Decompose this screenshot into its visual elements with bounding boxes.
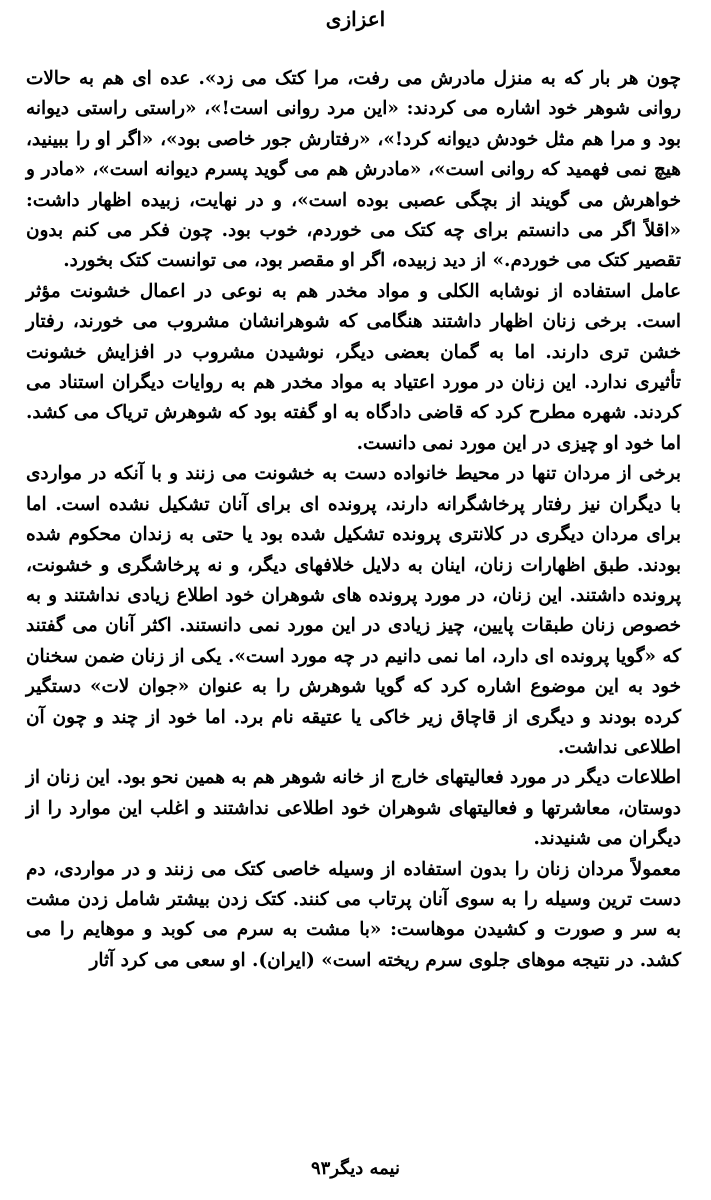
running-header-title: اعزازی [325, 7, 386, 31]
paragraph: معمولاً مردان زنان را بدون استفاده از وسیله خاصی کتک می زنند و در مواردی، دم دست ترین وسیله را به سوی آنان پرتاب می کنند. کتک زدن بیشتر شامل زدن مشت به سر و صورت و کشیدن موهاست: «با مشت به سرم می کوبد و موهایم را می کشد. در نتیجه موهای جلوی سرم ریخته است» (ایران). او سعی می کرد آثار [26, 858, 681, 971]
paragraph: چون هر بار که به منزل مادرش می رفت، مرا کتک می زد». عده ای هم به حالات روانی شوهر خود اشاره می کردند: «این مرد روانی است!»، «راستی راستی دیوانه بود و مرا هم مثل خودش دیوانه کرد!»، «رفتارش جور خاصی بود»، «اگر او را ببینید، هیچ نمی فهمید که روانی است»، «مادرش هم می گوید پسرم دیوانه است»، «مادر و خواهرش می گویند از بچگی عصبی بوده است»، و در نهایت، زبیده اظهار داشت: «اقلاً اگر می دانستم برای چه کتک می خوردم، خوب بود. چون فکر می کنم بدون تقصیر کتک می خوردم.» از دید زبیده، اگر او مقصر بود، می توانست کتک بخورد. [26, 68, 681, 272]
body-text [26, 64, 681, 976]
paragraph: عامل استفاده از نوشابه الکلی و مواد مخدر هم به نوعی در اعمال خشونت مؤثر است. برخی زنان اظهار داشتند هنگامی که شوهرانشان مشروب می خورند، رفتار خشن تری دارند. اما به گمان بعضی دیگر، نوشیدن مشروب در افزایش خشونت تأثیری ندارد. این زنان در مورد اعتیاد به مواد مخدر هم به روایات دیگران استناد می کردند. شهره مطرح کرد که قاضی دادگاه به او گفته بود که شوهرش تریاک می کشد. اما خود او چیزی در این مورد نمی دانست. [26, 280, 681, 454]
paragraph: برخی از مردان تنها در محیط خانواده دست به خشونت می زنند و با آنکه در مواردی با دیگران نیز رفتار پرخاشگرانه دارند، پرونده ای برای آنان تشکیل نشده است. اما برای مردان دیگری در کلانتری پرونده تشکیل شده بود یا حتی به زندان محکوم شده بودند. طبق اظهارات زنان، اینان به دلایل خلافهای دیگر، و نه پرخاشگری و خشونت، پرونده داشتند. این زنان، در مورد پرونده های شوهران خود اطلاع زیادی نداشتند و به خصوص زنان طبقات پایین، چیز زیادی در این مورد نمی دانستند. اکثر آنان می گفتند که «گویا پرونده ای دارد، اما نمی دانیم در چه مورد است». یکی از زنان ضمن سخنان خود به این موضوع اشاره کرد که گویا شوهرش را به عنوان «جوان لات» دستگیر کرده بودند و دیگری از قاچاق زیر خاکی یا عتیقه نام برد. اما خود از چند و چون آن اطلاعی نداشت. [26, 463, 681, 758]
page-footer: نیمه دیگر۹۳ [310, 1158, 400, 1179]
paragraph: اطلاعات دیگر در مورد فعالیتهای خارج از خانه شوهر هم به همین نحو بود. این زنان از دوستان، معاشرتها و فعالیتهای شوهران خود اطلاعی نداشتند و اغلب این موارد را از دیگران می شنیدند. [26, 767, 681, 850]
